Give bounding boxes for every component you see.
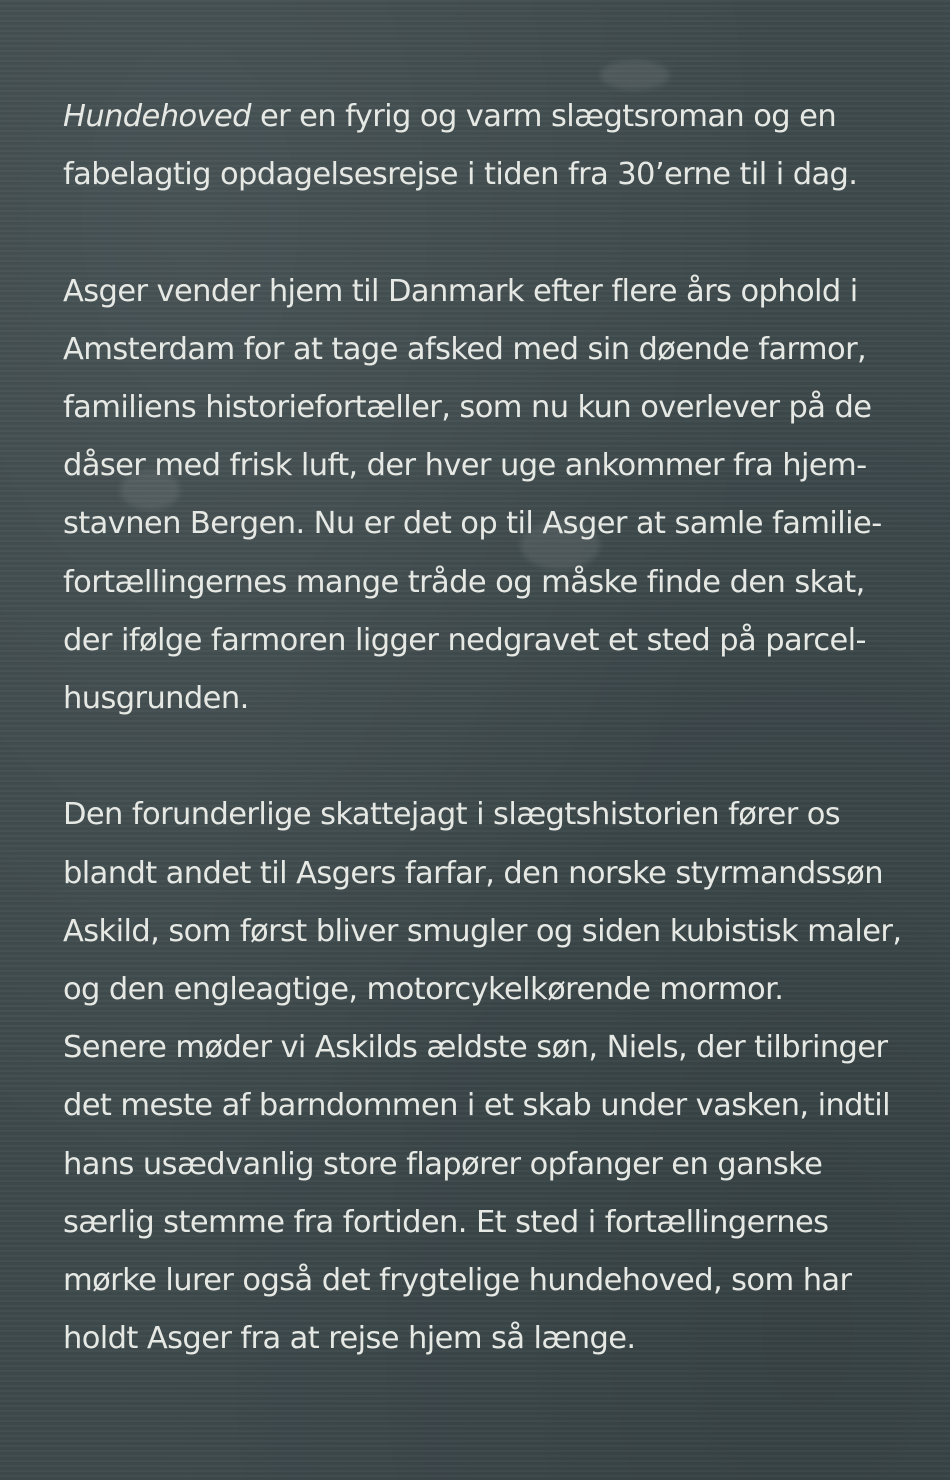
paragraph-3-line: Senere møder vi Askilds ældste søn, Niels, der tilbringer [63, 1030, 888, 1066]
paragraph-intro [63, 88, 903, 204]
paragraph-gap [63, 204, 903, 262]
cover-scuff [600, 60, 670, 90]
intro-line-1 [63, 88, 903, 146]
paragraph-2-line: dåser med frisk luft, der hver uge ankommer fra hjem- [63, 448, 867, 484]
paragraph-3 [63, 786, 903, 1368]
paragraph-2-line: stavnen Bergen. Nu er det op til Asger at samle familie- [63, 506, 882, 542]
paragraph-3-line: holdt Asger fra at rejse hjem så længe. [63, 1321, 636, 1357]
paragraph-gap [63, 728, 903, 786]
paragraph-2 [63, 263, 903, 729]
intro-line-2: fabelagtig opdagelsesrejse i tiden fra 30’erne til i dag. [63, 157, 858, 193]
paragraph-3-line: og den engleagtige, motorcykelkørende mormor. [63, 972, 784, 1008]
intro-line-1-rest: er en fyrig og varm slægtsroman og en [250, 99, 837, 134]
paragraph-3-line: blandt andet til Asgers farfar, den norske styrmandssøn [63, 855, 883, 891]
paragraph-3-line: det meste af barndommen i et skab under vasken, indtil [63, 1088, 891, 1124]
paragraph-3-line: Askild, som først bliver smugler og siden kubistisk maler, [63, 913, 902, 949]
book-title: Hundehoved [63, 99, 251, 134]
paragraph-2-line: der ifølge farmoren ligger nedgravet et sted på parcel- [63, 622, 866, 658]
blurb-text [63, 88, 903, 1368]
paragraph-3-line: hans usædvanlig store flapører opfanger en ganske [63, 1146, 823, 1182]
paragraph-2-line: familiens historiefortæller, som nu kun overlever på de [63, 390, 872, 425]
paragraph-3-line: Den forunderlige skattejagt i slægtshistorien fører os [63, 797, 841, 833]
paragraph-2-line: Amsterdam for at tage afsked med sin døende farmor, [63, 331, 867, 367]
paragraph-2-line: Asger vender hjem til Danmark efter flere års ophold i [63, 273, 858, 309]
paragraph-2-line: fortællingernes mange tråde og måske finde den skat, [63, 564, 865, 600]
paragraph-2-line: husgrunden. [63, 681, 249, 717]
paragraph-3-line: særlig stemme fra fortiden. Et sted i fortællingernes [63, 1204, 829, 1240]
paragraph-3-line: mørke lurer også det frygtelige hundehoved, som har [63, 1263, 852, 1299]
